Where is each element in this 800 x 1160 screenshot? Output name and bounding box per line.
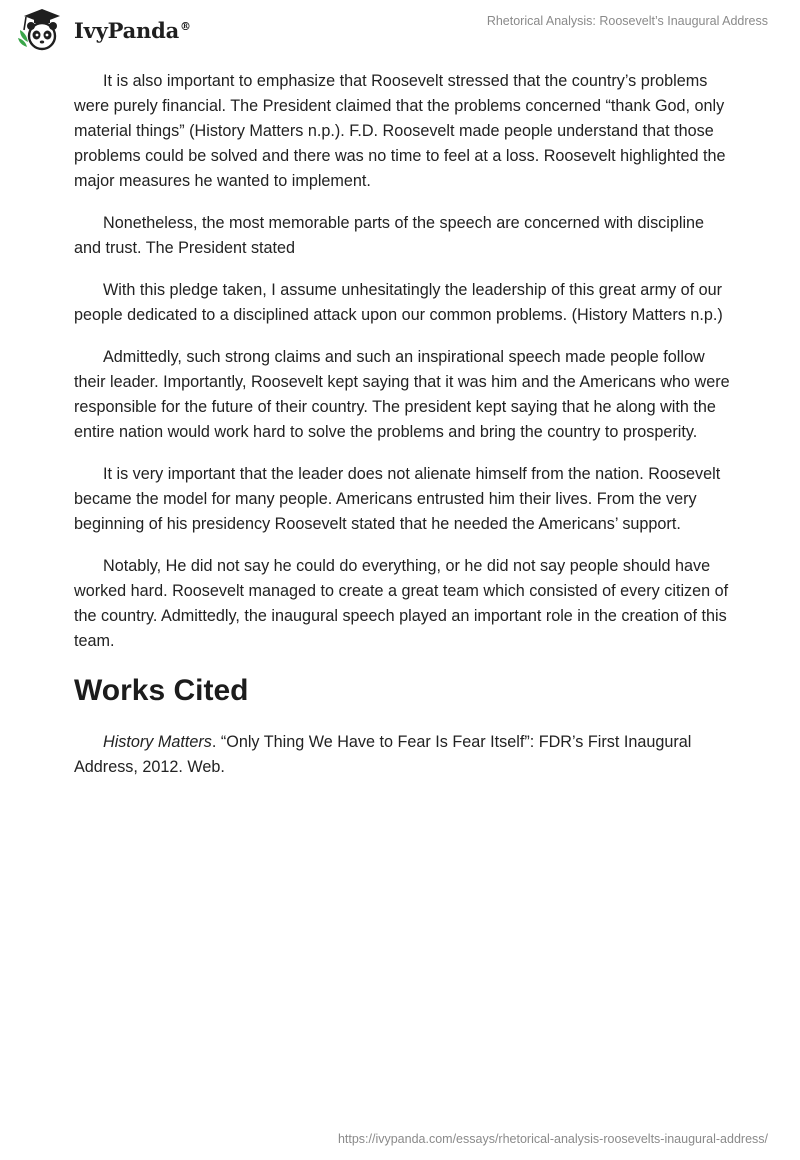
ivypanda-logo[interactable] <box>14 8 191 52</box>
source-url[interactable]: https://ivypanda.com/essays/rhetorical-analysis-roosevelts-inaugural-address/ <box>337 1132 768 1146</box>
essay-body <box>74 69 734 780</box>
citation-details: . “Only Thing We Have to Fear Is Fear Itself”: FDR’s First Inaugural Address, 2012. Web. <box>74 733 692 776</box>
paragraph: Admittedly, such strong claims and such an inspirational speech made people follow their leader. Importantly, Roosevelt kept saying that it was him and the Americans who were responsible for the future of their country. The president kept saying that he along with the entire nation would work hard to solve the problems and bring the country to prosperity. <box>74 348 730 441</box>
paragraph: It is very important that the leader does not alienate himself from the nation. Roosevelt became the model for many people. Americans entrusted him their lives. From the very beginning of his presidency Roosevelt stated that he needed the Americans’ support. <box>74 465 721 533</box>
paragraph: It is also important to emphasize that Roosevelt stressed that the country’s problems were purely financial. The President claimed that the problems concerned “thank God, only material things” (History Matters n.p.). F.D. Roosevelt made people understand that those problems could be solved and there was no time to feel at a loss. Roosevelt highlighted the major measures he wanted to implement. <box>74 72 726 190</box>
document-title: Rhetorical Analysis: Roosevelt’s Inaugural Address <box>486 14 768 28</box>
paragraph: Notably, He did not say he could do everything, or he did not say people should have worked hard. Roosevelt managed to create a great team which consisted of every citizen of the country. Admittedly, the inaugural speech played an important role in the creation of this team. <box>74 557 729 650</box>
block-quote: With this pledge taken, I assume unhesitatingly the leadership of this great army of our people dedicated to a disciplined attack upon our common problems. (History Matters n.p.) <box>74 281 723 324</box>
citation-source-title: History Matters <box>103 733 212 751</box>
works-cited-heading: Works Cited <box>74 674 249 707</box>
page-header <box>0 0 800 60</box>
paragraph: Nonetheless, the most memorable parts of the speech are concerned with discipline and trust. The President stated <box>74 214 705 257</box>
brand-name: IvyPanda® <box>74 17 191 43</box>
registered-mark: ® <box>180 19 191 33</box>
panda-graduate-icon <box>14 8 68 52</box>
citation-entry <box>74 730 734 780</box>
